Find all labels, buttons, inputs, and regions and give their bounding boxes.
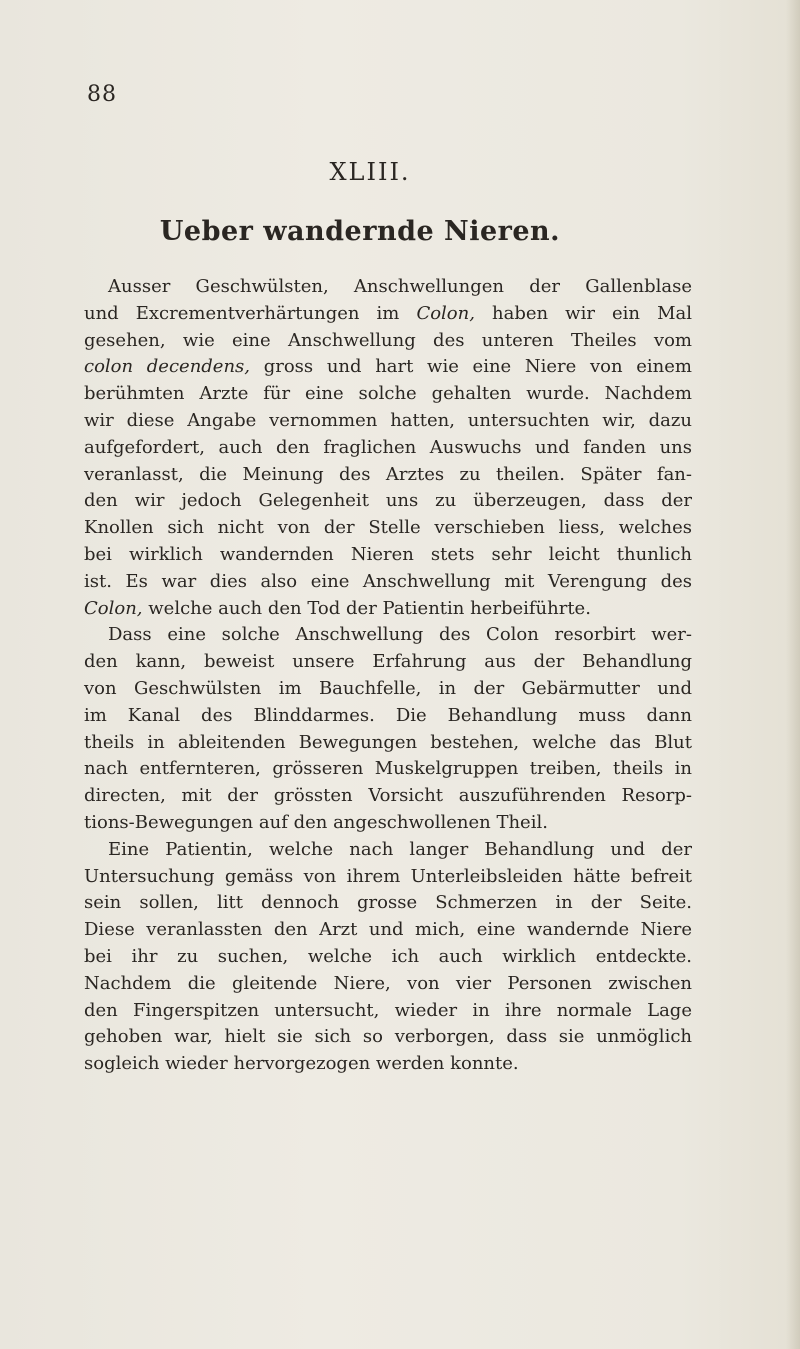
text-line: den Fingerspitzen untersucht, wieder in ihre normale Lage [84, 999, 692, 1021]
text-line: Eine Patientin, welche nach langer Behandlung und der [108, 838, 692, 860]
text-line: tions-Bewegungen auf den angeschwollenen Theil. [84, 811, 548, 833]
text-line: wir diese Angabe vernommen hatten, untersuchten wir, dazu [84, 409, 692, 431]
text-line: gesehen, wie eine Anschwellung des unteren Theiles vom [84, 329, 692, 351]
italic-term: colon decendens, [84, 356, 251, 378]
text-line: colon decendens, gross und hart wie eine Niere von einem [84, 356, 692, 378]
text-line: aufgefordert, auch den fraglichen Auswuchs und fanden uns [84, 436, 692, 458]
text-line: Nachdem die gleitende Niere, von vier Personen zwischen [84, 972, 692, 994]
chapter-title: Ueber wandernde Nieren. [159, 216, 561, 247]
text-line: Untersuchung gemäss von ihrem Unterleibsleiden hätte befreit [84, 865, 692, 887]
text-line: Colon, welche auch den Tod der Patientin herbeiführte. [84, 597, 591, 619]
text-line: nach entfernteren, grösseren Muskelgruppen treiben, theils in [84, 758, 692, 780]
text-line: veranlasst, die Meinung des Arztes zu theilen. Später fan- [84, 463, 692, 485]
text-line: Ausser Geschwülsten, Anschwellungen der Gallenblase [108, 276, 692, 297]
text-line: sogleich wieder hervorgezogen werden konnte. [84, 1053, 519, 1075]
italic-term: Colon, [416, 302, 475, 324]
text-line: sein sollen, litt dennoch grosse Schmerzen in der Seite. [84, 892, 692, 914]
text-line: den wir jedoch Gelegenheit uns zu überzeugen, dass der [84, 490, 692, 512]
chapter-number: XLIII. [329, 158, 411, 186]
page-edge-shadow [786, 0, 800, 1349]
text-line: directen, mit der grössten Vorsicht auszuführenden Resorp- [84, 785, 692, 807]
text-line: ist. Es war dies also eine Anschwellung mit Verengung des [84, 570, 692, 592]
body-text [84, 274, 692, 1078]
text-line: Dass eine solche Anschwellung des Colon resorbirt wer- [108, 624, 692, 646]
text-line: berühmten Arzte für eine solche gehalten wurde. Nachdem [84, 383, 692, 405]
text-line: Knollen sich nicht von der Stelle verschieben liess, welches [84, 517, 692, 539]
text-line: im Kanal des Blinddarmes. Die Behandlung muss dann [84, 704, 692, 726]
text-line: bei ihr zu suchen, welche ich auch wirklich entdeckte. [84, 945, 692, 967]
text-line: theils in ableitenden Bewegungen bestehen, welche das Blut [84, 731, 692, 753]
text-line: von Geschwülsten im Bauchfelle, in der Gebärmutter und [84, 677, 692, 699]
text-line: den kann, beweist unsere Erfahrung aus der Behandlung [84, 651, 692, 673]
page-number: 88 [87, 82, 117, 107]
text-line: und Excrementverhärtungen im Colon, haben wir ein Mal [84, 302, 692, 324]
text-line: gehoben war, hielt sie sich so verborgen, dass sie unmöglich [84, 1026, 692, 1048]
text-line: Diese veranlassten den Arzt und mich, eine wandernde Niere [84, 919, 692, 941]
italic-term: Colon, [84, 597, 143, 619]
text-line: bei wirklich wandernden Nieren stets sehr leicht thunlich [84, 543, 692, 565]
